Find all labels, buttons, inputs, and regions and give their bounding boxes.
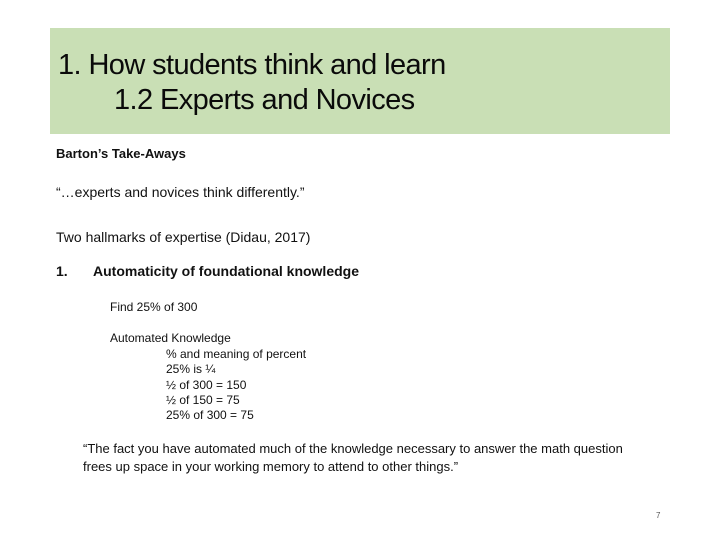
problem-text: Find 25% of 300 [110, 300, 198, 314]
title-banner [50, 28, 670, 134]
step-line: 25% is ¼ [166, 362, 216, 376]
step-line: 25% of 300 = 75 [166, 408, 254, 422]
list-item-automaticity: Automaticity of foundational knowledge [93, 263, 359, 279]
intro-quote: “…experts and novices think differently.” [56, 184, 305, 200]
page-number: 7 [656, 511, 661, 520]
closing-quote-line: “The fact you have automated much of the knowledge necessary to answer the math question [83, 441, 623, 456]
step-line: % and meaning of percent [166, 347, 307, 361]
closing-quote-line: frees up space in your working memory to attend to other things.” [83, 459, 459, 474]
automated-heading: Automated Knowledge [110, 331, 231, 345]
slide-subtitle: 1.2 Experts and Novices [114, 84, 415, 116]
step-line: ½ of 300 = 150 [166, 378, 247, 392]
step-line: ½ of 150 = 75 [166, 393, 240, 407]
takeaways-heading: Barton’s Take-Aways [56, 146, 186, 161]
list-number: 1. [56, 263, 68, 279]
slide-title: 1. How students think and learn [58, 49, 446, 81]
closing-quote [83, 440, 683, 476]
hallmarks-intro: Two hallmarks of expertise (Didau, 2017) [56, 229, 311, 245]
